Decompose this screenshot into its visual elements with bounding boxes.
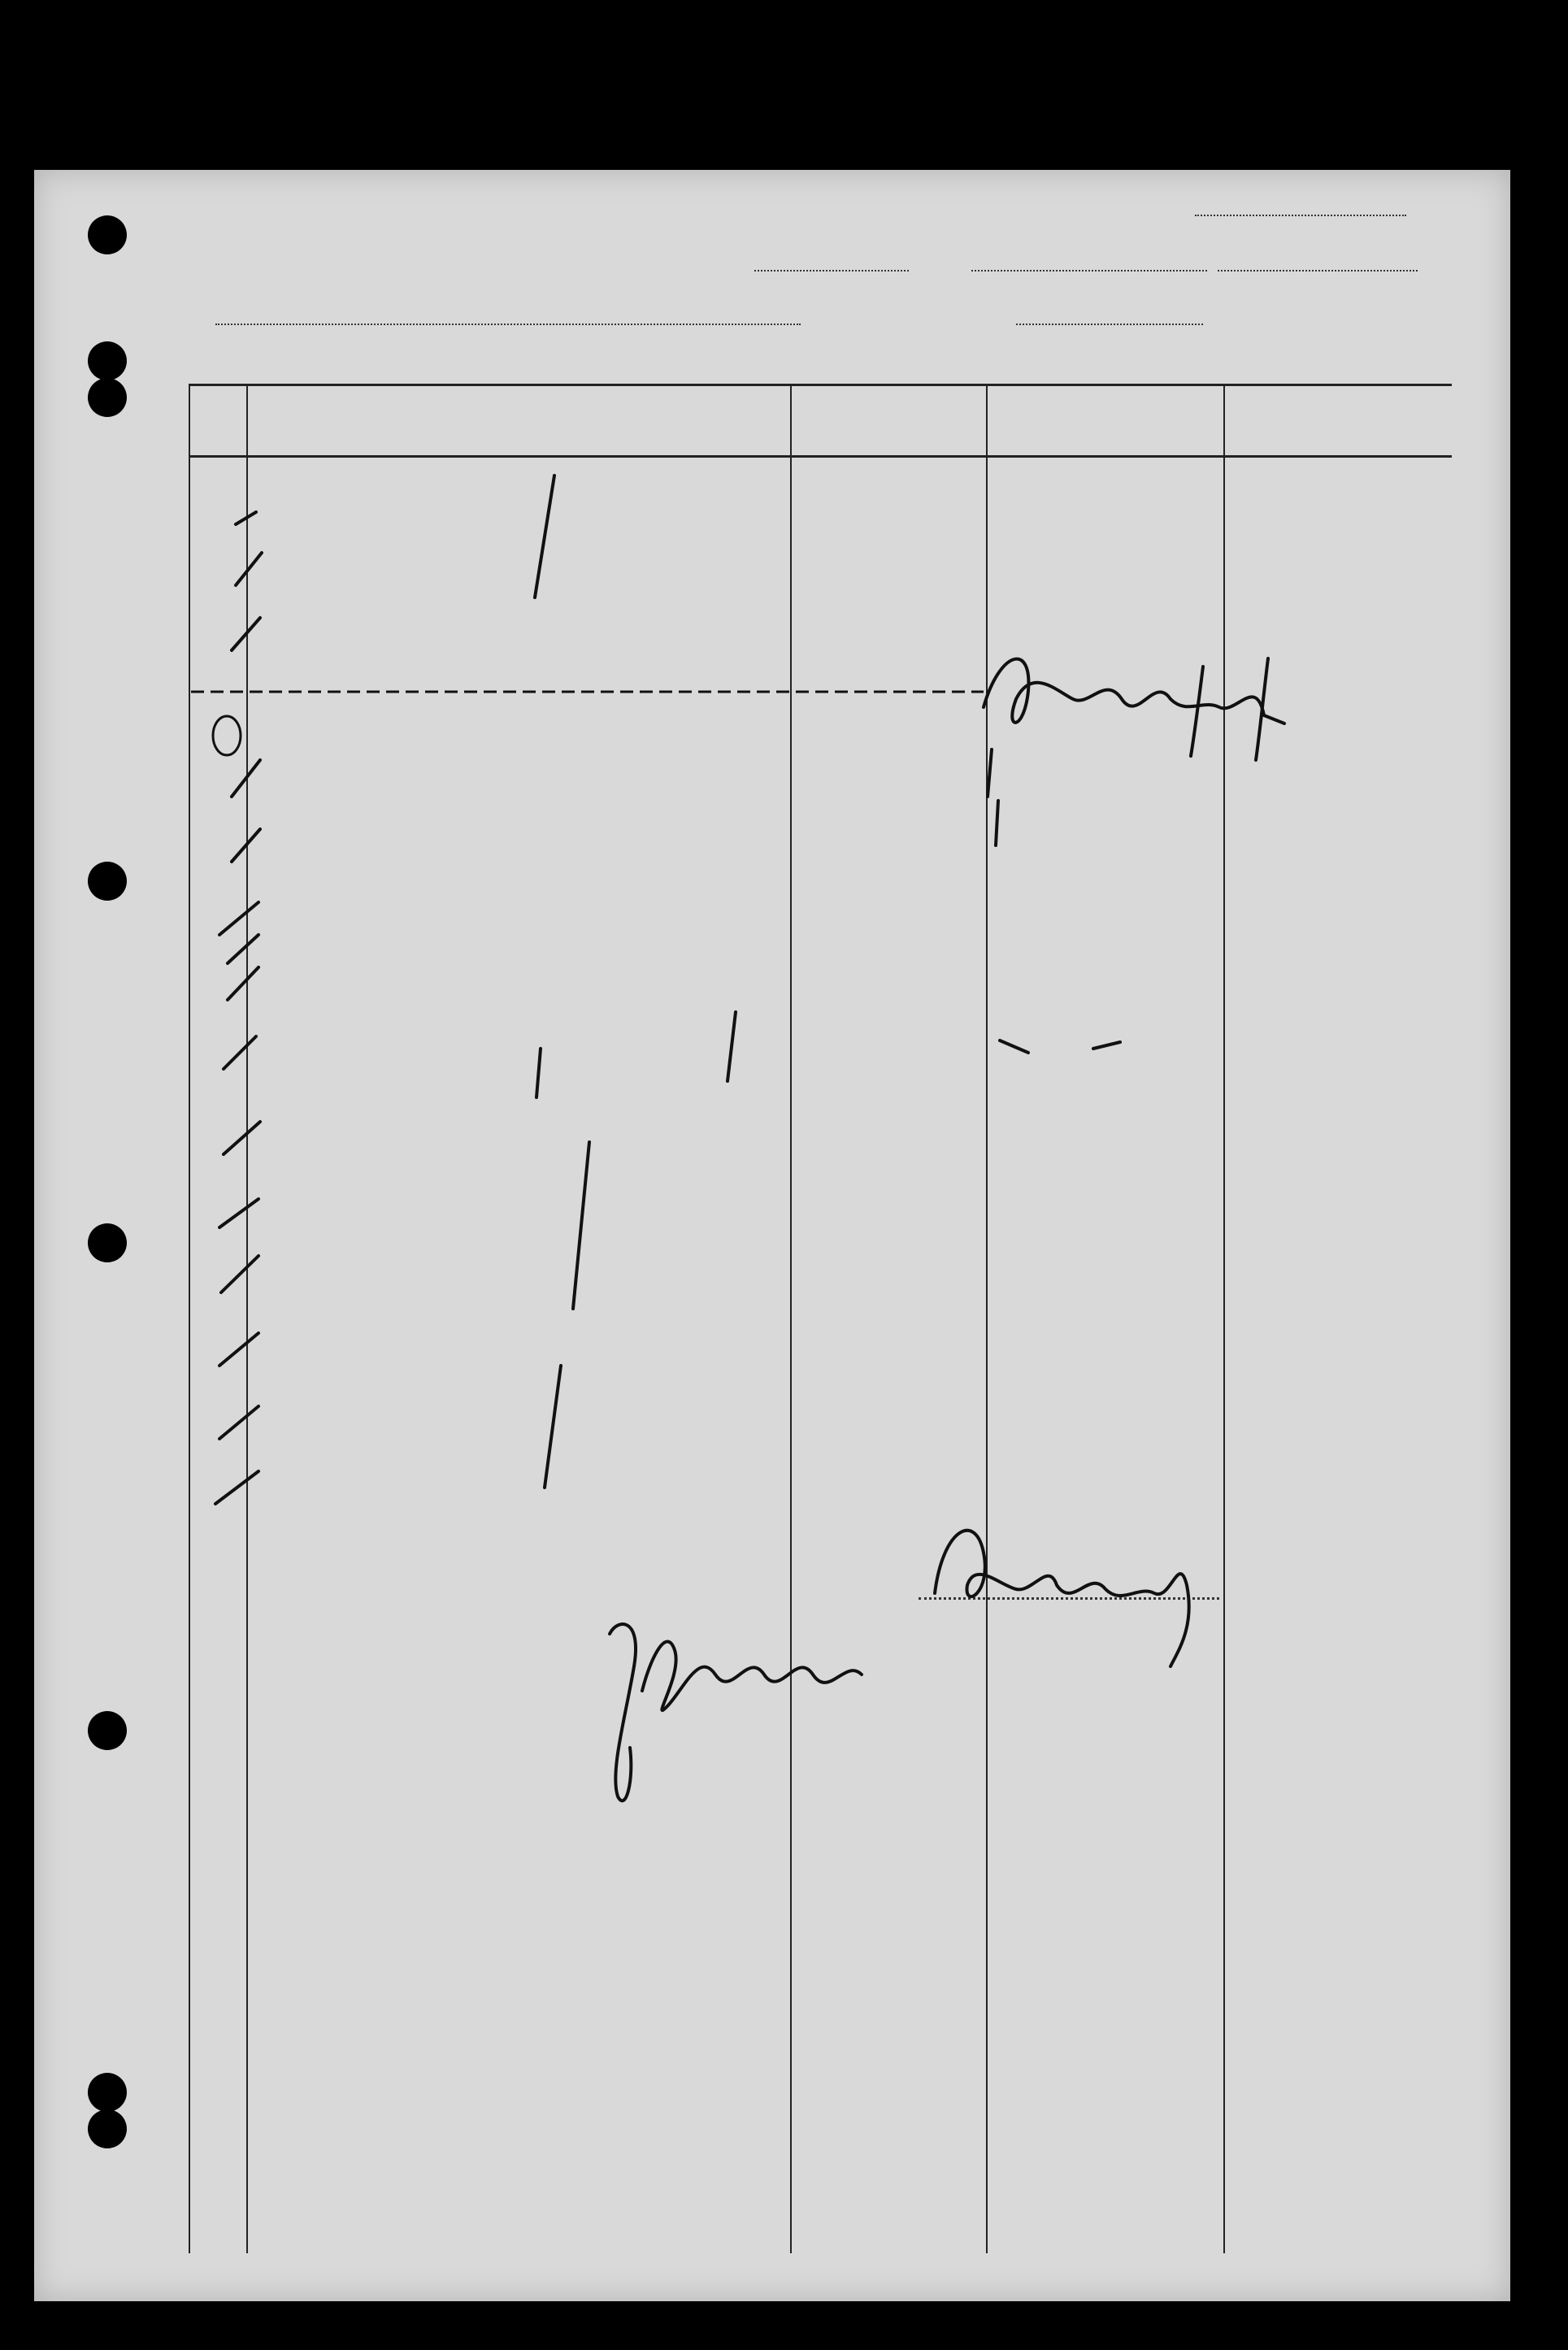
- line-4-circle: [213, 716, 241, 755]
- signature-purser-bottom: [935, 1531, 1189, 1666]
- check-mark: [215, 512, 262, 1504]
- inspector-signature: [610, 1624, 862, 1801]
- signature-purser-top-flourish: [1191, 658, 1268, 760]
- tick-mark: [535, 476, 1120, 1488]
- signature-purser-top: [984, 659, 1284, 723]
